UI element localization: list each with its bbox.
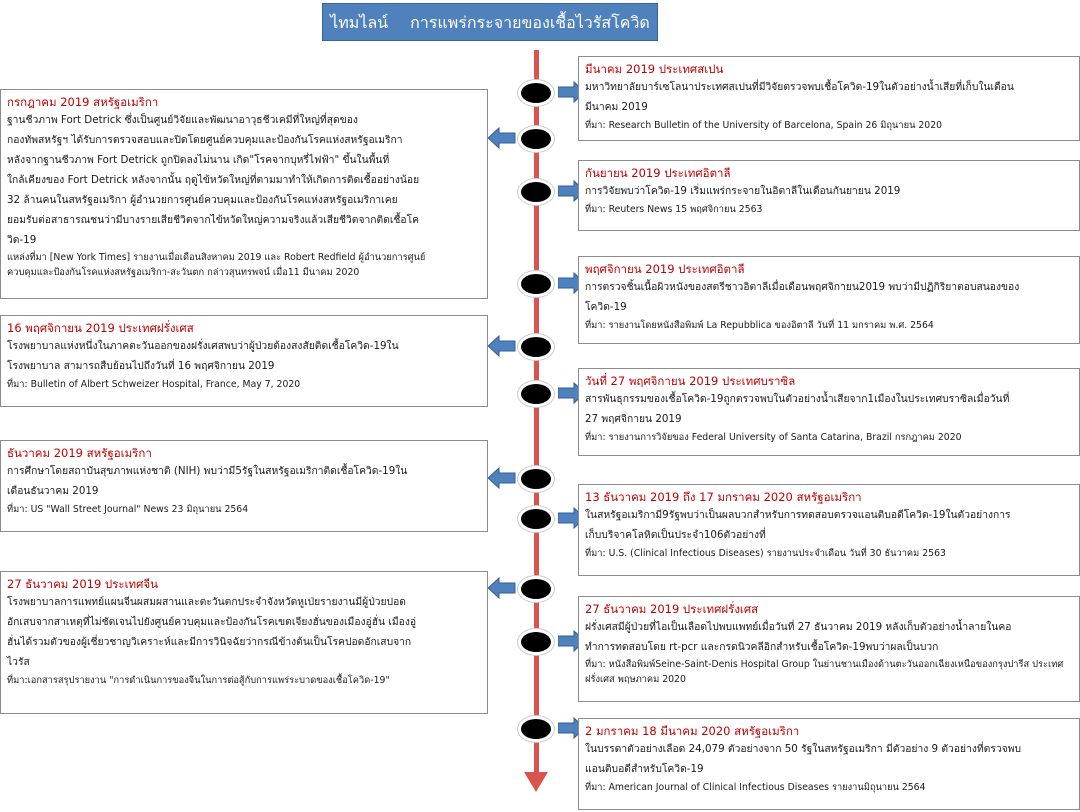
event-source: ที่มา: Bulletin of Albert Schweizer Hospital, France, May 7, 2020 <box>7 379 301 390</box>
event-box-italy-nov-2019 <box>578 256 1080 344</box>
event-text-line: ฮั่นได้รวมตัวของผู้เชี่ยวชาญวิเคราะห์และมีการวินิจฉัยว่ากรณีข้างต้นเป็นโรคปอดอักเสบจาก <box>7 636 412 648</box>
arrow-left-4 <box>488 577 516 599</box>
event-text-line: แอนติบอดีสำหรับโควิด-19 <box>585 763 704 775</box>
timeline-node-9 <box>518 576 554 602</box>
event-text-line: ฐานชีวภาพ Fort Detrick ซึ่งเป็นศูนย์วิจัยและพัฒนาอาวุธชีวเคมีที่ใหญ่ที่สุดของ <box>7 114 358 126</box>
event-text-line: การศึกษาโดยสถาบันสุขภาพแห่งชาติ (NIH) พบว่ามี5รัฐในสหรัฐอเมริกาติดเชื้อโควิด-19ใน <box>7 465 408 477</box>
event-heading: 2 มกราคม 18 มีนาคม 2020 สหรัฐอเมริกา <box>585 724 800 738</box>
timeline-node-11 <box>518 716 554 742</box>
event-box-france-dec-2019 <box>578 596 1080 702</box>
event-heading: 27 ธันวาคม 2019 ประเทศฝรั่งเศส <box>585 602 759 616</box>
event-heading: วันที่ 27 พฤศจิกายน 2019 ประเทศบราซิล <box>585 374 796 388</box>
event-text-line: การตรวจชิ้นเนื้อผิวหนังของสตรีชาวอิตาลีเมื่อเดือนพฤศจิกายน2019 พบว่ามีปฏิกิริยาตอบสนองของ <box>585 281 1020 293</box>
event-source: ควบคุมและป้องกันโรคแห่งสหรัฐอเมริกา-สะวันตก กล่าวสุนทรพจน์ เมื่อ11 มีนาคม 2020 <box>7 267 360 278</box>
event-source: ที่มา: รายงานการวิจัยของ Federal University of Santa Catarina, Brazil กรกฎาคม 2020 <box>585 432 962 443</box>
event-heading: 13 ธันวาคม 2019 ถึง 17 มกราคม 2020 สหรัฐอเมริกา <box>585 490 862 504</box>
event-text-line: มหาวิทยาลัยบาร์เซโลนาประเทศสเปนที่มีวิจัยตรวจพบเชื้อโควิด-19ในตัวอย่างน้ำเสียที่เก็บในเดือน <box>585 81 1014 93</box>
timeline-arrowhead <box>524 772 548 792</box>
event-heading: ธันวาคม 2019 สหรัฐอเมริกา <box>7 446 152 460</box>
event-source: ที่มา:เอกสารสรุปรายงาน "การดำเนินการของจีนในการต่อสู้กับการแพร่ระบาดของเชื้อโควิด-19" <box>7 675 390 686</box>
event-box-brazil-nov-2019 <box>578 368 1080 456</box>
timeline-node-5 <box>518 334 554 360</box>
timeline-node-10 <box>518 629 554 655</box>
event-text-line: โรงพยาบาลแห่งหนึ่งในภาคตะวันออกของฝรั่งเศสพบว่าผู้ป่วยต้องสงสัยติดเชื้อโควิด-19ใน <box>7 340 399 352</box>
timeline-node-1 <box>518 80 554 106</box>
event-text-line: ทำการทดสอบโดย rt-pcr และกรดนิวคลีอิกสำหรับเชื้อโควิด-19พบว่าผลเป็นบวก <box>585 641 939 653</box>
event-text-line: ใกล้เคียงของ Fort Detrick หลังจากนั้น ฤดูไข้หวัดใหญ่ที่ตามมาทำให้เกิดการติดเชื้ออย่างน้อย <box>7 174 420 186</box>
timeline-node-7 <box>518 466 554 492</box>
event-heading: 16 พฤศจิกายน 2019 ประเทศฝรั่งเศส <box>7 321 194 335</box>
event-heading: กันยายน 2019 ประเทศอิตาลี <box>585 166 731 180</box>
event-box-france-nov-2019 <box>0 315 488 407</box>
event-heading: มีนาคม 2019 ประเทศสเปน <box>585 62 724 76</box>
timeline-node-8 <box>518 506 554 532</box>
event-text-line: 32 ล้านคนในสหรัฐอเมริกา ผู้อำนวยการศูนย์ควบคุมและป้องกันโรคแห่งสหรัฐอเมริกาเคย <box>7 194 398 206</box>
event-source: ที่มา: หนังสือพิมพ์Seine-Saint-Denis Hospital Group ในย่านชานเมืองด้านตะวันออกเฉียงเหนือของกรุงปารีส ประเทศ <box>585 659 1064 670</box>
event-text-line: หลังจากฐานชีวภาพ Fort Detrick ถูกปิดลงไม่นาน เกิด"โรคจากบุหรี่ไฟฟ้า" ขึ้นในพื้นที่ <box>7 154 390 166</box>
event-text-line: โควิด-19 <box>585 301 627 313</box>
event-source: แหล่งที่มา [New York Times] รายงานเมื่อเดือนสิงหาคม 2019 และ Robert Redfield ผู้อำนวยการศูนย์ <box>7 252 426 263</box>
event-source: ที่มา: Research Bulletin of the University of Barcelona, Spain 26 มิถุนายน 2020 <box>585 120 943 131</box>
arrow-left-3 <box>488 467 516 489</box>
event-text-line: โรงพยาบาล สามารถสืบย้อนไปถึงวันที่ 16 พฤศจิกายน 2019 <box>7 360 275 372</box>
event-box-spain-mar-2019 <box>578 56 1080 141</box>
title-part1: ไทมไลน์ <box>330 13 389 32</box>
event-text-line: ฝรั่งเศสมีผู้ป่วยที่ไอเป็นเลือดไปพบแพทย์เมื่อวันที่ 27 ธันวาคม 2019 หลังเก็บตัวอย่างน้ำลายในคอ <box>585 621 1012 633</box>
arrow-left-2 <box>488 335 516 357</box>
event-text-line: เก็บบริจาคโลหิตเป็นประจำ106ตัวอย่างที่ <box>585 529 766 541</box>
event-source: ที่มา: U.S. (Clinical Infectious Diseases) รายงานประจำเดือน วันที่ 30 ธันวาคม 2563 <box>585 548 946 559</box>
event-source: ที่มา: Reuters News 15 พฤศจิกายน 2563 <box>585 204 763 215</box>
event-text-line: 27 พฤศจิกายน 2019 <box>585 413 682 425</box>
event-text-line: มีนาคม 2019 <box>585 101 648 113</box>
event-text-line: วิด-19 <box>7 234 37 246</box>
timeline-node-6 <box>518 381 554 407</box>
event-box-italy-sep-2019 <box>578 160 1080 231</box>
event-source: ที่มา: US "Wall Street Journal" News 23 มิถุนายน 2564 <box>7 504 249 515</box>
timeline-node-3 <box>518 179 554 205</box>
event-box-usa-dec-jan <box>578 484 1080 576</box>
event-box-usa-jan-mar-2020 <box>578 718 1080 810</box>
event-text-line: โรงพยาบาลการแพทย์แผนจีนผสมผสานและตะวันตกประจำจังหวัดหูเป่ยรายงานมีผู้ป่วยปอด <box>7 596 406 608</box>
event-text-line: สารพันธุกรรมของเชื้อโควิด-19ถูกตรวจพบในตัวอย่างน้ำเสียจาก1เมืองในประเทศบราซิลเมื่อวันที่ <box>585 393 1010 405</box>
event-box-usa-jul-2019 <box>0 89 488 299</box>
event-box-china-dec-2019 <box>0 571 488 714</box>
event-text-line: ในบรรดาตัวอย่างเลือด 24,079 ตัวอย่างจาก 50 รัฐในสหรัฐอเมริกา มีตัวอย่าง 9 ตัวอย่างที่ตรวจพบ <box>585 743 1021 755</box>
timeline-title <box>322 3 658 70</box>
event-text-line: ไวรัส <box>7 656 30 668</box>
event-box-usa-dec-2019 <box>0 440 488 532</box>
event-source: ที่มา: รายงานโดยหนังสือพิมพ์ La Repubblica ของอิตาลี วันที่ 11 มกราคม พ.ศ. 2564 <box>585 320 934 331</box>
timeline-node-2 <box>518 126 554 152</box>
timeline-line <box>534 50 539 776</box>
event-text-line: ยอมรับต่อสาธารณชนว่ามีบางรายเสียชีวิตจากไข้หวัดใหญ่ความจริงแล้วเสียชีวิตจากติดเชื้อโค <box>7 214 420 226</box>
title-part2: การแพร่กระจายของเชื้อไวรัสโควิด 19 <box>410 13 650 70</box>
event-text-line: การวิจัยพบว่าโควิด-19 เริ่มแพร่กระจายในอิตาลีในเดือนกันยายน 2019 <box>585 185 901 197</box>
event-text-line: อักเสบจากสาเหตุที่ไม่ชัดเจนไปยังศูนย์ควบคุมและป้องกันโรคเขตเจียงฮั่นของเมืองอู่ฮั่น เมืองอู่ <box>7 616 417 628</box>
arrow-left-1 <box>488 127 516 149</box>
event-text-line: เดือนธันวาคม 2019 <box>7 485 99 497</box>
event-text-line: ในสหรัฐอเมริกามี9รัฐพบว่าเป็นผลบวกสำหรับการทดสอบตรวจแอนติบอดีโควิด-19ในตัวอย่างการ <box>585 509 1011 521</box>
event-heading: พฤศจิกายน 2019 ประเทศอิตาลี <box>585 262 745 276</box>
event-source: ที่มา: American Journal of Clinical Infectious Diseases รายงานมิถุนายน 2564 <box>585 782 926 793</box>
event-text-line: กองทัพสหรัฐฯ ได้รับการตรวจสอบและปิดโดยศูนย์ควบคุมและป้องกันโรคแห่งสหรัฐอเมริกา <box>7 134 403 146</box>
timeline-node-4 <box>518 271 554 297</box>
event-source: ฝรั่งเศส พฤษภาคม 2020 <box>585 674 686 685</box>
event-heading: 27 ธันวาคม 2019 ประเทศจีน <box>7 577 158 591</box>
event-heading: กรกฎาคม 2019 สหรัฐอเมริกา <box>7 95 159 109</box>
